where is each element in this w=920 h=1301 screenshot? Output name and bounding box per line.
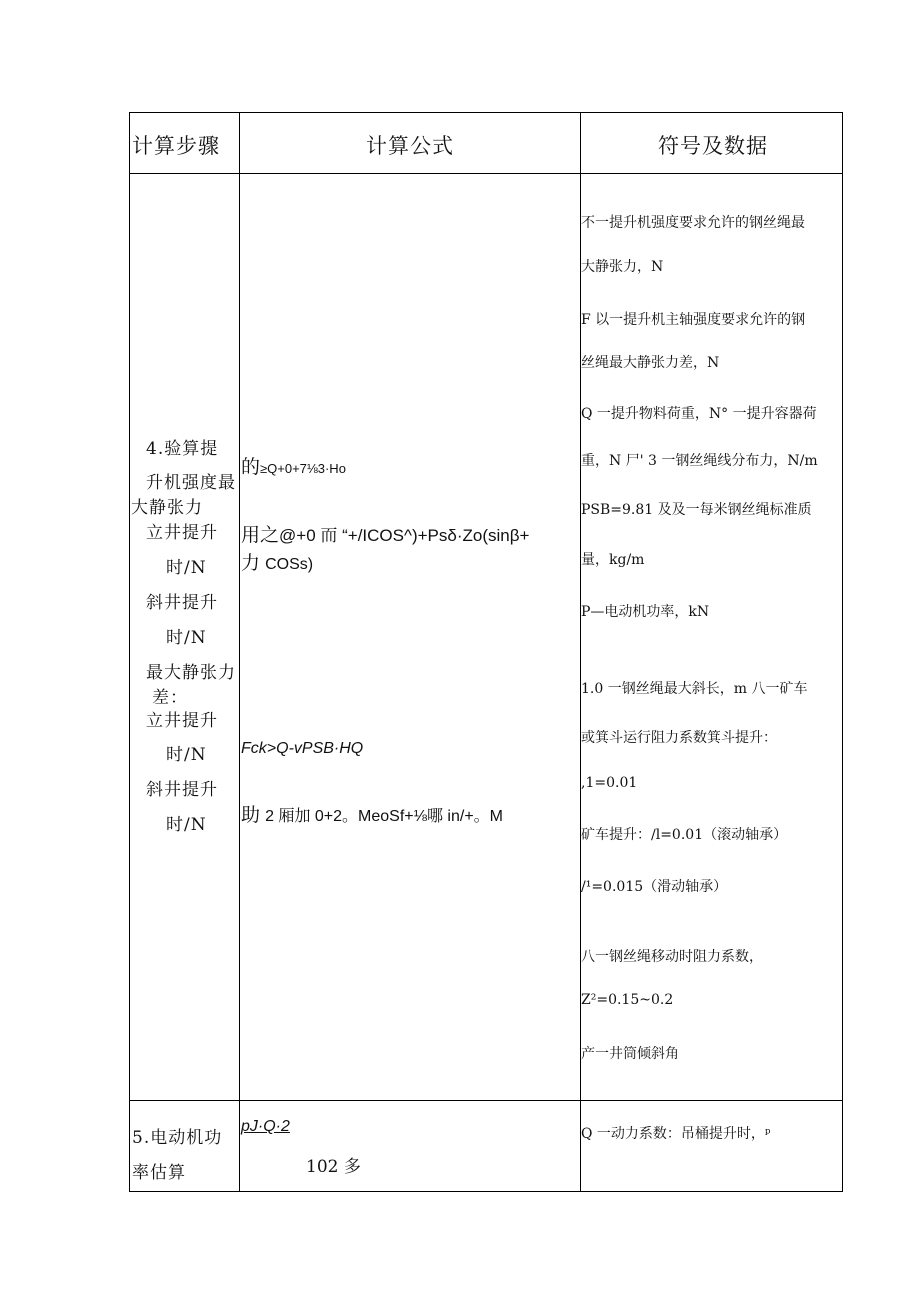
symbol-line: Z²=0.15~0.2 [581,992,674,1008]
row-divider [130,1100,842,1101]
symbol-line: 量，kg/m [581,552,645,568]
step-line: 立井提升 [146,711,218,731]
formula-line [241,800,503,827]
symbol-line: ,1=0.01 [581,775,638,791]
step-line: 时/N [166,745,207,765]
symbol-line: P—电动机功率，kN [581,604,710,620]
step-line: 立井提升 [146,523,218,543]
step-line: 时/N [166,558,207,578]
header-symbols: 符号及数据 [658,134,768,158]
row-divider [130,173,842,174]
formula-text: @+0 而 “+/ICOS^)+Psδ·Zo(sinβ+ [279,526,530,545]
header-formula: 计算公式 [366,134,454,158]
symbol-line: 矿车提升：∕l=0.01（滚动轴承） [581,827,788,843]
step-line: 时/N [166,628,207,648]
symbol-line: 大静张力，N [581,259,664,275]
formula-text: COSs) [265,556,314,573]
symbol-line: 产一井筒倾斜角 [581,1046,679,1062]
step-line: 差： [152,688,188,708]
symbol-line: 丝绳最大静张力差，N [581,355,720,371]
formula-prefix: 用之 [241,524,280,546]
formula-prefix: 助 [241,804,261,826]
symbol-line: 八一钢丝绳移动时阻力系数， [581,949,763,965]
header-step: 计算步骤 [132,134,220,158]
formula-line [241,452,346,479]
column-divider [239,113,240,1191]
symbol-line: /¹=0.015（滑动轴承） [581,879,728,895]
calculation-table [129,112,843,1192]
step-line: 5.电动机功 [132,1128,223,1148]
step-line: 大静张力 [131,498,203,518]
formula-prefix: 力 [241,552,261,574]
symbol-line: Q 一提升物料荷重，N° 一提升容器荷 [581,406,817,422]
formula-text: Fck>Q-vPSB·HQ [241,740,364,757]
formula-line [241,548,313,575]
step-line: 时/N [166,815,207,835]
formula-text: ≥Q+0+7⅛3·Ho [260,461,346,476]
formula-line: pJ·Q·2 [241,1118,290,1135]
step-line: 最大静张力 [146,663,236,683]
step-line: 斜井提升 [146,593,218,613]
step-line: 率估算 [132,1163,186,1183]
symbol-line: F 以一提升机主轴强度要求允许的钢 [581,312,806,328]
step-line: 斜井提升 [146,780,218,800]
symbol-line: 不一提升机强度要求允许的钢丝绳最 [581,215,805,231]
step-line: 升机强度最 [146,473,236,493]
formula-line: 102 多 [306,1157,361,1177]
formula-line [241,740,363,758]
symbol-line: 重，N 尸' 3 一钢丝绳线分布力，N/m [581,453,818,469]
symbol-line: 1.0 一钢丝绳最大斜长，m 八一矿车 [581,681,808,697]
step-line: 4.验算提 [146,439,219,459]
symbol-line: Q 一动力系数：吊桶提升时，ᵖ [581,1126,771,1142]
symbol-line: PSB=9.81 及及一每米钢丝绳标准质 [581,502,812,518]
formula-text: 2 厢加 0+2。MeoSf+⅛哪 in/+。M [265,808,503,825]
formula-prefix: 的 [241,456,261,478]
symbol-line: 或箕斗运行阻力系数箕斗提升： [581,730,777,746]
formula-line [241,520,529,547]
